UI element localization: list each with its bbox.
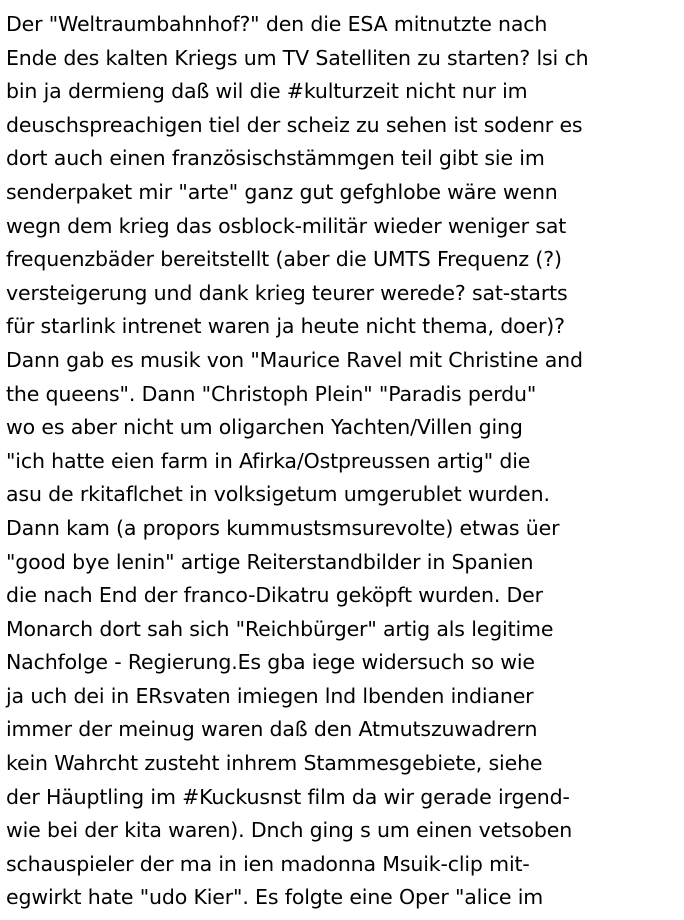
text-line: für starlink intrenet waren ja heute nicht thema, doer)? — [6, 314, 565, 339]
text-line: senderpaket mir "arte" ganz gut gefghlobe wäre wenn — [6, 179, 558, 204]
text-line: egwirkt hate "udo Kier". Es folgte eine Oper "alice im — [6, 885, 544, 910]
text-line: wie bei der kita waren). Dnch ging s um einen vetsoben — [6, 818, 573, 843]
text-line: Monarch dort sah sich "Reichbürger" artig als legitime — [6, 616, 554, 641]
text-line: wegn dem krieg das osblock-militär wieder weniger sat — [6, 213, 567, 238]
text-line: "ich hatte eien farm in Afirka/Ostpreussen artig" die — [6, 448, 531, 473]
text-line: bin ja dermieng daß wil die #kulturzeit nicht nur im — [6, 79, 528, 104]
text-line: deuschspreachigen tiel der scheiz zu sehen ist sodenr es — [6, 112, 583, 137]
text-line: die nach End der franco-Dikatru geköpft wurden. Der — [6, 583, 543, 608]
text-line: "good bye lenin" artige Reiterstandbilder in Spanien — [6, 549, 534, 574]
text-line: dort auch einen französischstämmgen teil gibt sie im — [6, 146, 545, 171]
text-line: wo es aber nicht um oligarchen Yachten/Villen ging — [6, 415, 523, 440]
text-line: kein Wahrcht zusteht inhrem Stammesgebiete, siehe — [6, 751, 543, 776]
text-line: asu de rkitaflchet in volksigetum umgerublet wurden. — [6, 482, 550, 507]
text-line: Dann kam (a propors kummustsmsurevolte) etwas üer — [6, 515, 560, 540]
text-line: Der "Weltraumbahnhof?" den die ESA mitnutzte nach — [6, 12, 548, 36]
text-line: Ende des kalten Kriegs um TV Satelliten zu starten? lsi ch — [6, 45, 589, 70]
text-line: schauspieler der ma in ien madonna Msuik-clip mit- — [6, 851, 530, 876]
text-line: the queens". Dann "Christoph Plein" "Paradis perdu" — [6, 381, 537, 406]
text-line: der Häuptling im #Kuckusnst film da wir gerade irgend- — [6, 784, 570, 809]
text-line: versteigerung und dank krieg teurer werede? sat-starts — [6, 280, 568, 305]
text-line: Nachfolge - Regierung.Es gba iege widersuch so wie — [6, 650, 535, 675]
text-line: ja uch dei in ERsvaten imiegen lnd lbenden indianer — [6, 683, 534, 708]
text-line: frequenzbäder bereitstellt (aber die UMTS Frequenz (?) — [6, 247, 562, 272]
text-line: Dann gab es musik von "Maurice Ravel mit Christine and — [6, 347, 583, 372]
text-line: immer der meinug waren daß den Atmutszuwadrern — [6, 717, 538, 742]
